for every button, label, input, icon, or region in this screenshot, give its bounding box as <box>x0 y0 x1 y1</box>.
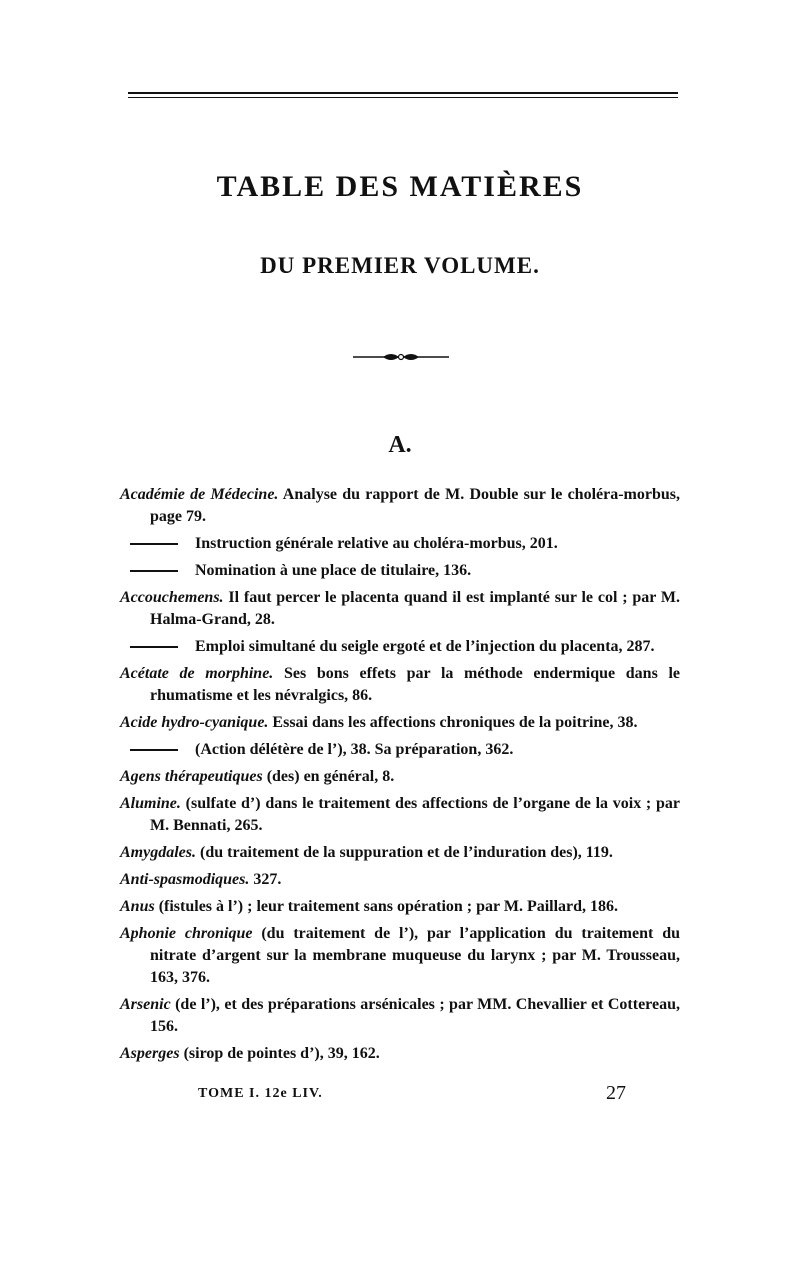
page-number: 27 <box>606 1082 626 1104</box>
entry-term: Amygdales. <box>120 844 196 861</box>
index-entry <box>120 896 680 918</box>
footer-signature: TOME I. 12e LIV. <box>198 1086 323 1101</box>
index-entry <box>120 712 680 734</box>
entry-term: Acide hydro-cyanique. <box>120 714 269 731</box>
entry-term: Académie de Médecine. <box>120 486 279 503</box>
index-entry <box>120 923 680 989</box>
entry-term: Asperges <box>120 1045 180 1062</box>
repeat-dash <box>130 749 178 751</box>
repeat-dash <box>130 570 178 572</box>
index-entry <box>120 663 680 707</box>
index-entry <box>120 793 680 837</box>
entry-text: Analyse du rapport de M. Double sur le choléra-morbus, page 79. <box>150 486 680 525</box>
entry-text: (sirop de pointes d’), 39, 162. <box>179 1045 380 1062</box>
repeat-dash <box>130 543 178 545</box>
entry-text: (sulfate d’) dans le traitement des affections de l’organe de la voix ; par M. Bennati, 265. <box>150 795 680 834</box>
index-entry <box>120 636 680 658</box>
page-title: TABLE DES MATIÈRES <box>216 170 584 203</box>
index-entry <box>120 739 680 761</box>
index-entry <box>120 842 680 864</box>
index-entry <box>120 994 680 1038</box>
entry-text: (Action délétère de l’), 38. Sa préparation, 362. <box>195 741 514 758</box>
index-entry <box>120 560 680 582</box>
entry-text: Instruction générale relative au choléra-morbus, 201. <box>195 535 558 552</box>
entry-text: Nomination à une place de titulaire, 136. <box>195 562 472 579</box>
entry-term: Anti-spasmodiques. <box>120 871 250 888</box>
index-entry <box>120 869 680 891</box>
section-letter: A. <box>388 432 412 458</box>
entry-term: Accouchemens. <box>120 589 224 606</box>
entry-term: Agens thérapeutiques <box>120 768 263 785</box>
entry-text: (fistules à l’) ; leur traitement sans opération ; par M. Paillard, 186. <box>154 898 619 915</box>
entry-text: 327. <box>249 871 282 888</box>
repeat-dash <box>130 646 178 648</box>
entry-term: Arsenic <box>120 996 171 1013</box>
entry-text: Ses bons effets par la méthode endermique dans le rhumatisme et les névralgics, 86. <box>150 665 680 704</box>
ornamental-rule-icon <box>353 350 449 364</box>
entry-text: (des) en général, 8. <box>262 768 395 785</box>
index-entry <box>120 533 680 555</box>
index-entry <box>120 484 680 528</box>
entry-term: Aphonie chronique <box>120 925 253 942</box>
entry-text: (de l’), et des préparations arsénicales ; par MM. Chevallier et Cottereau, 156. <box>150 996 680 1035</box>
entry-text: (du traitement de l’), par l’application du traitement du nitrate d’argent sur la membrane muqueuse du larynx ; par M. Trousseau, 163, 376. <box>150 925 681 986</box>
entry-text: Essai dans les affections chroniques de la poitrine, 38. <box>268 714 638 731</box>
entry-term: Acétate de morphine. <box>120 665 274 682</box>
page-subtitle: DU PREMIER VOLUME. <box>260 253 540 278</box>
index-entries <box>120 484 680 1070</box>
entry-text: (du traitement de la suppuration et de l’induration des), 119. <box>196 844 613 861</box>
top-double-rule <box>128 92 678 98</box>
index-entry <box>120 766 680 788</box>
index-entry <box>120 587 680 631</box>
entry-text: Emploi simultané du seigle ergoté et de l’injection du placenta, 287. <box>195 638 655 655</box>
index-entry <box>120 1043 680 1065</box>
entry-term: Alumine. <box>120 795 181 812</box>
entry-text: Il faut percer le placenta quand il est implanté sur le col ; par M. Halma-Grand, 28. <box>150 589 680 628</box>
entry-term: Anus <box>120 898 155 915</box>
